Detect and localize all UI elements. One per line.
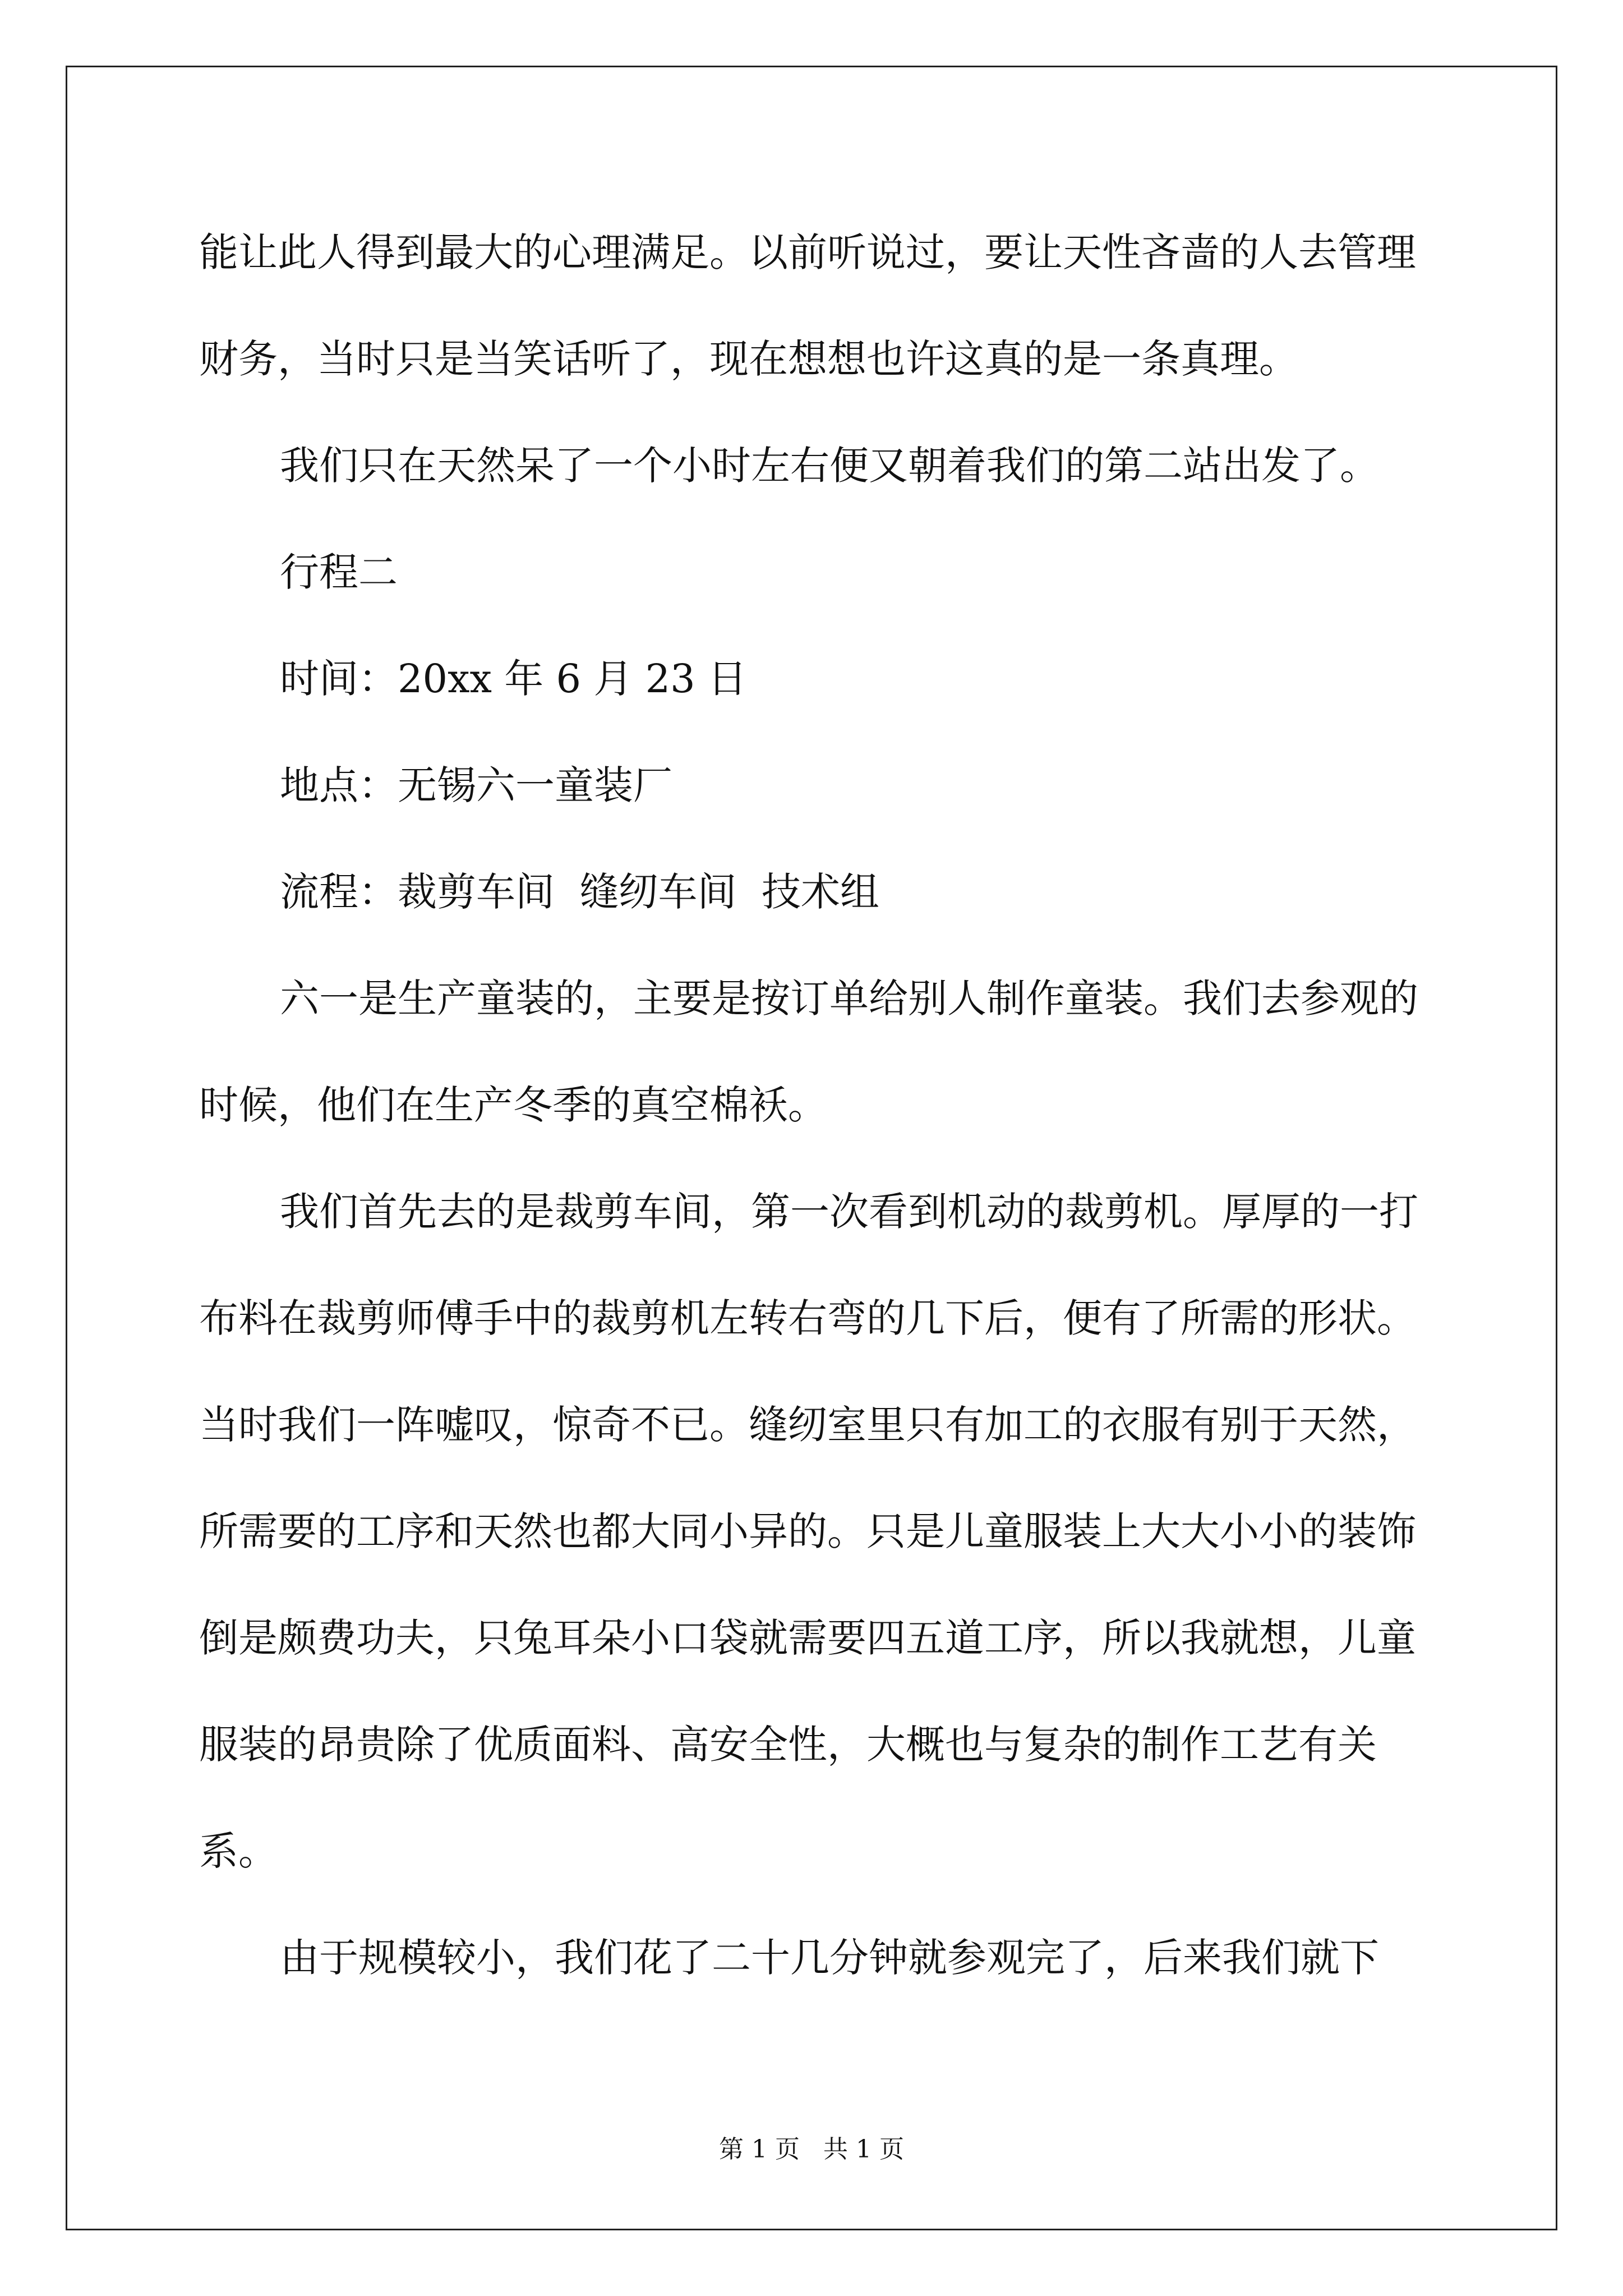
document-body [199, 199, 1427, 2011]
section-heading: 行程二 [280, 549, 398, 595]
paragraph-9: 由于规模较小，我们花了二十几分钟就参观完了，后来我们就下 [280, 1935, 1379, 1981]
page-footer [0, 2129, 1623, 2165]
location-line: 地点：无锡六一童装厂 [280, 762, 672, 808]
paragraph-1: 能让此人得到最大的心理满足。以前听说过，要让天性吝啬的人去管理财务，当时只是当笑话听了，现在想想也许这真的是一条真理。 [199, 229, 1416, 382]
process-line: 流程：裁剪车间 缝纫车间 技术组 [280, 869, 880, 915]
time-line: 时间：20xx 年 6 月 23 日 [280, 656, 747, 702]
paragraph-2: 我们只在天然呆了一个小时左右便又朝着我们的第二站出发了。 [280, 443, 1379, 489]
page-total: 共 1 页 [823, 2135, 904, 2164]
paragraph-8: 我们首先去的是裁剪车间，第一次看到机动的裁剪机。厚厚的一打布料在裁剪师傅手中的裁剪机左转右弯的几下后，便有了所需的形状。当时我们一阵嘘叹，惊奇不已。缝纫室里只有加工的衣服有别于天然，所需要的工序和天然也都大同小异的。只是儿童服装上大大小小的装饰倒是颇费功夫，只兔耳朵小口袋就需要四五道工序，所以我就想，儿童服装的昂贵除了优质面料、高安全性，大概也与复杂的制作工艺有关系。 [199, 1189, 1418, 1874]
paragraph-7: 六一是生产童装的，主要是按订单给别人制作童装。我们去参观的时候，他们在生产冬季的真空棉袄。 [199, 976, 1418, 1128]
page-number: 第 1 页 [719, 2135, 800, 2164]
